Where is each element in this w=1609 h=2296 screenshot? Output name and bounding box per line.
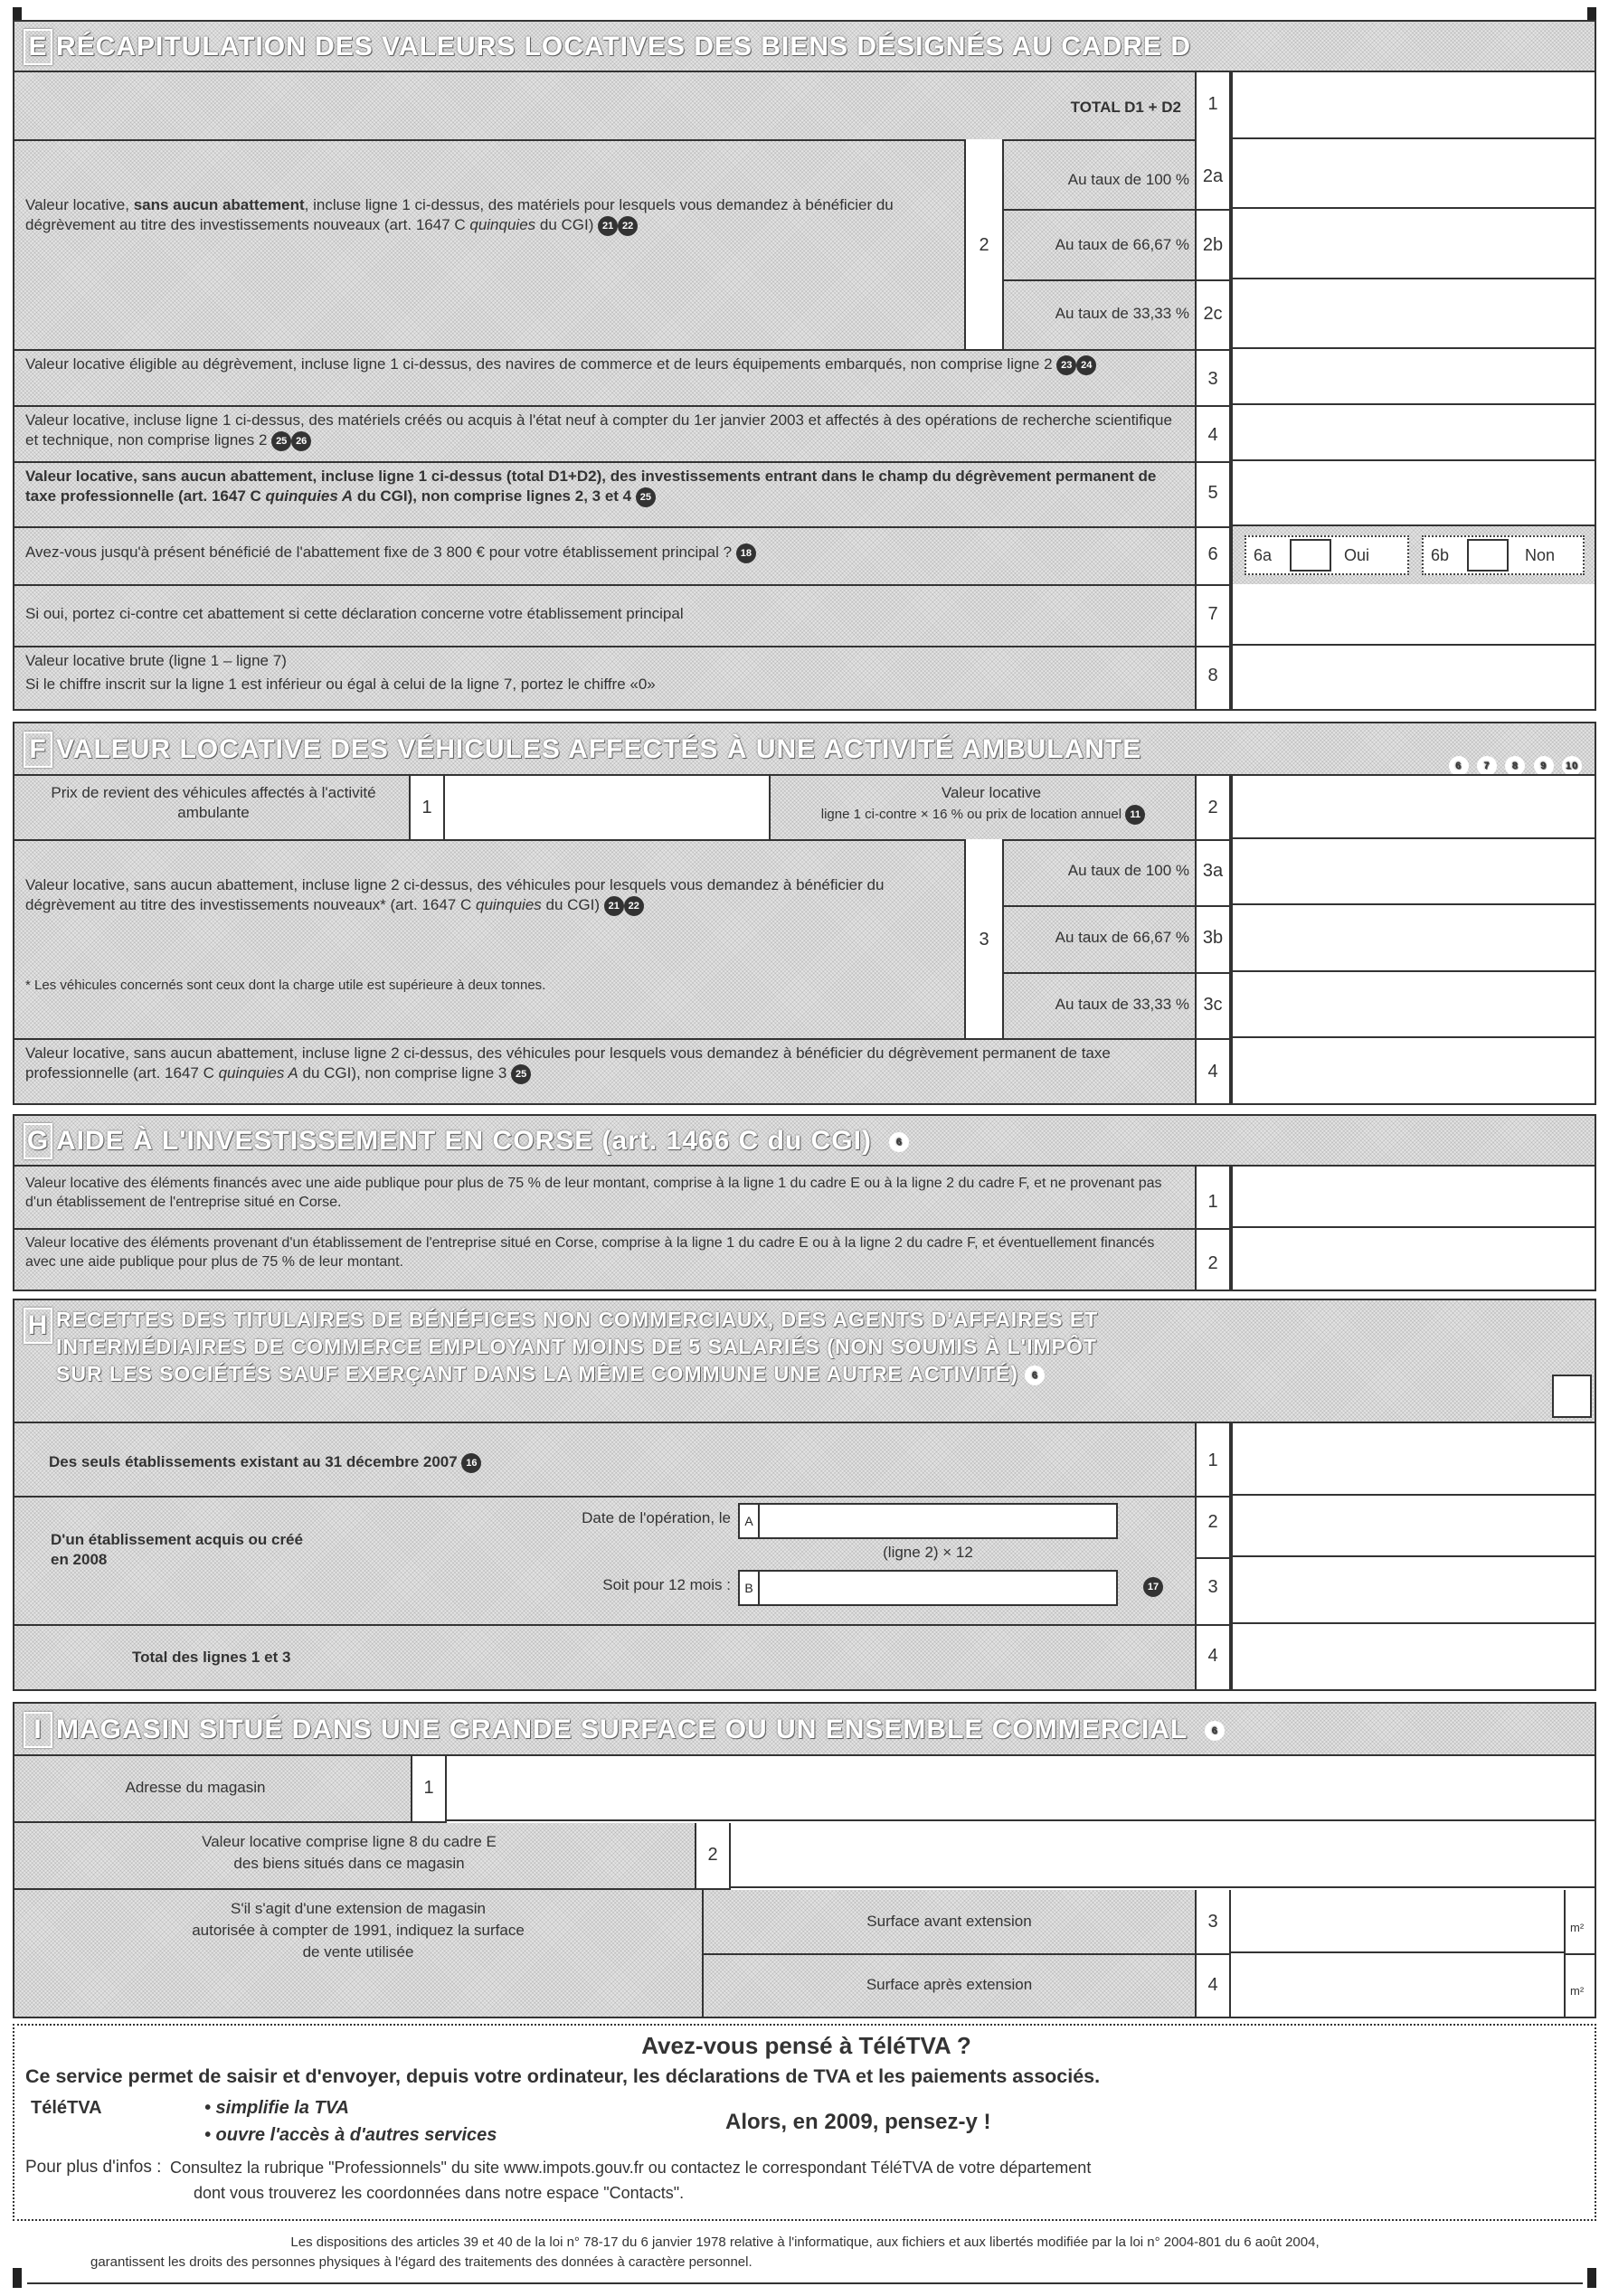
- g-row1-description: Valeur locative des éléments financés avec une aide publique pour plus de 75 % de leur montant, comprise à la ligne 1 du cadre E ou à la ligne 2 du cadre F, et ne provenant pas d'un établissement de l'entreprise situé en Corse.: [25, 1176, 1162, 1210]
- teletva-info-text-1: Consultez la rubrique "Professionnels" du site www.impots.gouv.fr ou contactez le correspondant TéléTVA de votre département: [170, 2159, 1092, 2177]
- option-6a-label: 6a: [1254, 546, 1273, 564]
- f-row4-description: Valeur locative, sans aucun abattement, incluse ligne 2 ci-dessus, des véhicules pour lesquels vous demandez à bénéficier du dégrèvement permanent de taxe professionnelle (art. 1647 C quinquies A du CGI), non comprise ligne 3 25: [25, 1044, 1192, 1084]
- row2-description: Valeur locative, sans aucun abattement, incluse ligne 1 ci-dessus, des matériels pour lesquels vous demandez à bénéficier du dégrèvement au titre des investissements nouveaux (art. 1647 C quinquies du CGI) 21 22: [25, 195, 948, 236]
- g-row1-input[interactable]: [1231, 1167, 1595, 1228]
- note-8-icon: 8: [1505, 756, 1525, 776]
- line-number-f3: 3: [979, 930, 989, 950]
- section-h-title-line-1: RECETTES DES TITULAIRES DE BÉNÉFICES NON COMMERCIAUX, DES AGENTS D'AFFAIRES ET: [56, 1308, 1099, 1331]
- note-24-icon: 24: [1076, 355, 1096, 375]
- note-22-icon: 22: [624, 896, 644, 916]
- line-number-h4: 4: [1207, 1646, 1218, 1666]
- option-non-label: Non: [1525, 546, 1556, 564]
- line-number-e4: 4: [1207, 425, 1218, 445]
- i-valeur-input[interactable]: [731, 1821, 1595, 1888]
- note-21-icon: 21: [598, 216, 618, 236]
- note-25-icon: 25: [511, 1064, 531, 1084]
- row8-description-1: Valeur locative brute (ligne 1 – ligne 7): [25, 652, 287, 669]
- rate-6667-input[interactable]: [1231, 209, 1595, 279]
- box-a-label: A: [740, 1505, 760, 1537]
- h-row1-input[interactable]: [1231, 1423, 1595, 1496]
- line-number-f2: 2: [1207, 798, 1218, 817]
- note-23-icon: 23: [1056, 355, 1076, 375]
- surface-avant-input[interactable]: [1231, 1890, 1566, 1953]
- row-divider: [704, 1953, 1195, 1955]
- note-21-icon: 21: [604, 896, 624, 916]
- unit-m2-apres: m²: [1570, 1984, 1585, 1998]
- teletva-box: [13, 2024, 1596, 2221]
- f-rate-6667-label: Au taux de 66,67 %: [1055, 929, 1189, 946]
- note-6-icon: 6: [1205, 1721, 1225, 1741]
- row-divider: [1566, 1953, 1595, 1955]
- option-6b-label: 6b: [1431, 546, 1450, 564]
- section-i-title: MAGASIN SITUÉ DANS UNE GRANDE SURFACE OU UN ENSEMBLE COMMERCIAL: [56, 1715, 1188, 1744]
- h-formula: (ligne 2) × 12: [883, 1544, 973, 1561]
- note-6-icon: 6: [889, 1132, 909, 1152]
- row-divider: [14, 139, 1195, 141]
- teletva-info-label: Pour plus d'infos :: [25, 2158, 162, 2177]
- surface-apres-label: Surface après extension: [866, 1976, 1033, 1993]
- rate-3333-label: Au taux de 33,33 %: [1055, 305, 1189, 322]
- total-d1-d2-label: TOTAL D1 + D2: [1070, 99, 1181, 116]
- row-divider: [14, 1624, 1231, 1626]
- soit-12-mois-label: Soit pour 12 mois :: [602, 1576, 731, 1593]
- valeur-locative-sub: ligne 1 ci-contre × 16 % ou prix de location annuel 11: [771, 805, 1196, 825]
- h-total-input[interactable]: [1231, 1624, 1595, 1689]
- f-rate-6667-input[interactable]: [1231, 905, 1595, 972]
- note-6-icon: 6: [1449, 756, 1469, 776]
- date-operation-label: Date de l'opération, le: [582, 1509, 731, 1526]
- h-acquired-label: D'un établissement acquis ou créé en 2008: [51, 1531, 303, 1568]
- legal-footer: [27, 2232, 1583, 2284]
- note-11-icon: 11: [1125, 805, 1145, 825]
- row8-input[interactable]: [1231, 646, 1595, 709]
- box-b-label: B: [740, 1572, 760, 1604]
- row3-input[interactable]: [1231, 349, 1595, 405]
- f-rate-100-input[interactable]: [1231, 839, 1595, 905]
- section-h-checkbox[interactable]: [1552, 1375, 1592, 1418]
- line-number-f1: 1: [421, 798, 432, 817]
- line-number-i3: 3: [1207, 1912, 1218, 1932]
- f-rate-100-label: Au taux de 100 %: [1067, 862, 1189, 879]
- row6-question: Avez-vous jusqu'à présent bénéficié de l'abattement fixe de 3 800 € pour votre établissement principal ? 18: [25, 543, 1183, 563]
- row5-input[interactable]: [1231, 461, 1595, 526]
- rate-100-label: Au taux de 100 %: [1067, 171, 1189, 188]
- note-9-icon: 9: [1534, 756, 1554, 776]
- section-i-title-bar: [14, 1704, 1595, 1756]
- option-6a-group: [1245, 535, 1409, 575]
- line-number-e2c: 2c: [1203, 304, 1223, 324]
- g-row2-input[interactable]: [1231, 1228, 1595, 1290]
- line-number-e3: 3: [1207, 369, 1218, 389]
- teletva-info-text-2: dont vous trouverez les coordonnées dans notre espace "Contacts".: [194, 2184, 685, 2202]
- note-6-icon: 6: [1025, 1365, 1045, 1385]
- corner-mark-bottom-right: [1587, 2268, 1596, 2288]
- total-d1-d2-input[interactable]: [1231, 72, 1595, 139]
- corner-mark-bottom-left: [13, 2268, 22, 2288]
- section-f-letter: F: [24, 732, 52, 768]
- rate-100-input[interactable]: [1231, 139, 1595, 209]
- section-h-letter: H: [24, 1308, 52, 1344]
- f-rate-3333-label: Au taux de 33,33 %: [1055, 996, 1189, 1013]
- row-divider: [1195, 1953, 1231, 1955]
- row-divider: [1195, 209, 1231, 211]
- teletva-service-text: Ce service permet de saisir et d'envoyer, depuis votre ordinateur, les déclarations de TVA et les paiements associés.: [25, 2065, 1101, 2087]
- note-22-icon: 22: [618, 216, 638, 236]
- teletva-cta: Alors, en 2009, pensez-y !: [725, 2110, 991, 2134]
- section-h-title-bar: [14, 1300, 1595, 1423]
- section-g-letter: G: [24, 1123, 52, 1159]
- unit-m2-avant: m²: [1570, 1921, 1585, 1934]
- option-6b-checkbox[interactable]: [1467, 539, 1509, 572]
- row4-input[interactable]: [1231, 405, 1595, 461]
- valeur-locative-input[interactable]: [1231, 776, 1595, 839]
- note-18-icon: 18: [736, 543, 756, 563]
- note-25-icon: 25: [636, 487, 656, 507]
- line-number-i1: 1: [423, 1778, 434, 1798]
- option-6a-checkbox[interactable]: [1290, 539, 1331, 572]
- section-g-title-bar: [14, 1116, 1595, 1167]
- row-divider: [14, 526, 1231, 528]
- section-f: [13, 722, 1596, 1105]
- section-h: [13, 1299, 1596, 1691]
- surface-apres-input[interactable]: [1231, 1953, 1566, 2017]
- line-number-h3: 3: [1207, 1577, 1218, 1597]
- g-row2-description: Valeur locative des éléments provenant d'un établissement de l'entreprise situé en Corse, comprise à la ligne 1 du cadre E ou à la ligne 2 du cadre F, et éventuellement financés avec une aide publique pour plus de 75 % de leur montant.: [25, 1235, 1155, 1270]
- line-number-f4: 4: [1207, 1062, 1218, 1082]
- f-row3-note: * Les véhicules concernés sont ceux dont la charge utile est supérieure à deux tonnes.: [25, 978, 546, 993]
- teletva-bullet-1: • simplifie la TVA: [204, 2098, 349, 2118]
- row-divider: [1004, 209, 1195, 211]
- row-divider: [14, 1228, 1231, 1230]
- teletva-label: TéléTVA: [31, 2098, 102, 2118]
- soit-12-mois-input[interactable]: [738, 1570, 1118, 1606]
- row4-description: Valeur locative, incluse ligne 1 ci-dessus, des matériels créés ou acquis à l'état neuf à compter du 1er janvier 2003 et affectés à des opérations de recherche scientifique et technique, non comprise lignes 2 25 26: [25, 411, 1174, 451]
- line-number-h2: 2: [1207, 1512, 1218, 1532]
- section-e: [13, 20, 1596, 711]
- f-rate-3333-input[interactable]: [1231, 972, 1595, 1038]
- row-divider: [14, 1496, 1231, 1498]
- f-row4-input[interactable]: [1231, 1038, 1595, 1103]
- row-divider: [14, 1038, 1231, 1040]
- row-divider: [14, 349, 1231, 351]
- line-number-f3c: 3c: [1203, 995, 1223, 1015]
- legal-footer-line-2: garantissent les droits des personnes physiques à l'égard des traitements des données à caractère personnel.: [90, 2254, 752, 2270]
- note-10-icon: 10: [1562, 756, 1582, 776]
- i-extension-label-2: autorisée à compter de 1991, indiquez la surface: [192, 1922, 525, 1939]
- line-number-i2: 2: [707, 1845, 718, 1865]
- f-row3-description: Valeur locative, sans aucun abattement, incluse ligne 2 ci-dessus, des véhicules pour lesquels vous demandez à bénéficier du dégrèvement au titre des investissements nouveaux* (art. 1647 C quinquies du CGI) 21 22: [25, 875, 957, 916]
- row5-description: Valeur locative, sans aucun abattement, incluse ligne 1 ci-dessus (total D1+D2), des investissements entrant dans le champ du dégrèvement permanent de taxe professionnelle (art. 1647 C quinquies A du CGI), non comprise lignes 2, 3 et 4 25: [25, 467, 1183, 507]
- h-row3-input[interactable]: [1231, 1557, 1595, 1624]
- line-number-e6: 6: [1207, 544, 1218, 564]
- line-number-e1: 1: [1207, 94, 1218, 114]
- adresse-input[interactable]: [447, 1756, 1595, 1821]
- line-number-e2: 2: [979, 235, 989, 255]
- section-f-title-bar: [14, 723, 1595, 776]
- i-extension-label-3: de vente utilisée: [302, 1943, 414, 1961]
- legal-footer-line-1: Les dispositions des articles 39 et 40 de la loi n° 78-17 du 6 janvier 1978 relative à l'informatique, aux fichiers et aux libertés modifiée par la loi n° 2004-801 du 6 août 2004,: [290, 2235, 1320, 2250]
- option-oui-label: Oui: [1344, 546, 1370, 564]
- line-number-f3b: 3b: [1202, 928, 1224, 948]
- i-valeur-label-2: des biens situés dans ce magasin: [233, 1855, 465, 1872]
- section-h-title-line-2: INTERMÉDIAIRES DE COMMERCE EMPLOYANT MOINS DE 5 SALARIÉS (NON SOUMIS À L'IMPÔT: [56, 1335, 1097, 1358]
- option-6b-group: [1422, 535, 1585, 575]
- section-f-note-icons: [1449, 739, 1582, 776]
- section-e-title: RÉCAPITULATION DES VALEURS LOCATIVES DES BIENS DÉSIGNÉS AU CADRE D: [56, 32, 1191, 61]
- rate-3333-input[interactable]: [1231, 279, 1595, 349]
- row-divider: [1195, 1557, 1231, 1559]
- teletva-bullet-2: • ouvre l'accès à d'autres services: [204, 2125, 497, 2145]
- section-h-title-line-3: SUR LES SOCIÉTÉS SAUF EXERÇANT DANS LA MÊME COMMUNE UNE AUTRE ACTIVITÉ) 6: [56, 1360, 1595, 1387]
- row3-description: Valeur locative éligible au dégrèvement, incluse ligne 1 ci-dessus, des navires de commerce et de leurs équipements embarqués, non comprise ligne 2 23 24: [25, 354, 1174, 375]
- line-number-e2b: 2b: [1202, 235, 1224, 255]
- section-g: [13, 1114, 1596, 1291]
- adresse-label: Adresse du magasin: [125, 1779, 266, 1796]
- section-e-letter: E: [24, 29, 52, 65]
- row-divider: [1195, 279, 1231, 281]
- row8-description-2: Si le chiffre inscrit sur la ligne 1 est inférieur ou égal à celui de la ligne 7, portez le chiffre «0»: [25, 676, 656, 693]
- section-g-title: AIDE À L'INVESTISSEMENT EN CORSE (art. 1466 C du CGI): [56, 1126, 872, 1156]
- row-divider: [14, 461, 1231, 463]
- section-e-title-bar: [14, 22, 1595, 72]
- line-number-g2: 2: [1207, 1253, 1218, 1273]
- row-divider: [14, 839, 1231, 841]
- surface-avant-label: Surface avant extension: [866, 1913, 1032, 1930]
- row-divider: [1004, 972, 1231, 974]
- h-total-label: Total des lignes 1 et 3: [132, 1649, 291, 1666]
- teletva-heading: Avez-vous pensé à TéléTVA ?: [641, 2032, 971, 2059]
- line-number-e2a: 2a: [1202, 166, 1224, 186]
- row7-input[interactable]: [1231, 584, 1595, 646]
- row-divider: [14, 646, 1231, 647]
- note-16-icon: 16: [461, 1453, 481, 1473]
- prix-revient-input[interactable]: [445, 776, 771, 839]
- line-number-i4: 4: [1207, 1975, 1218, 1995]
- i-valeur-label-1: Valeur locative comprise ligne 8 du cadre E: [202, 1833, 497, 1850]
- note-26-icon: 26: [291, 431, 311, 451]
- h-row2-input[interactable]: [1231, 1496, 1595, 1557]
- note-25-icon: 25: [271, 431, 291, 451]
- line-number-e7: 7: [1207, 604, 1218, 624]
- line-number-e5: 5: [1207, 483, 1218, 503]
- line-number-e8: 8: [1207, 666, 1218, 685]
- section-f-title: VALEUR LOCATIVE DES VÉHICULES AFFECTÉS À UNE ACTIVITÉ AMBULANTE: [56, 734, 1142, 764]
- prix-revient-label: Prix de revient des véhicules affectés à l'activité ambulante: [51, 784, 376, 821]
- rate-6667-label: Au taux de 66,67 %: [1055, 236, 1189, 253]
- h-row1-description: Des seuls établissements existant au 31 décembre 2007 16: [49, 1452, 863, 1473]
- section-i: [13, 1702, 1596, 2018]
- row-divider: [1004, 279, 1195, 281]
- line-number-h1: 1: [1207, 1450, 1218, 1470]
- line-number-g1: 1: [1207, 1192, 1218, 1212]
- row-divider: [1004, 905, 1231, 907]
- line-number-f3a: 3a: [1202, 861, 1224, 881]
- note-7-icon: 7: [1477, 756, 1497, 776]
- row-divider: [14, 405, 1231, 407]
- section-i-letter: I: [24, 1712, 52, 1748]
- i-extension-label-1: S'il s'agit d'une extension de magasin: [231, 1900, 486, 1917]
- date-operation-input[interactable]: [738, 1503, 1118, 1539]
- note-17-icon: 17: [1143, 1577, 1163, 1597]
- row7-description: Si oui, portez ci-contre cet abattement si cette déclaration concerne votre établissement principal: [25, 605, 684, 622]
- valeur-locative-label: Valeur locative: [941, 784, 1042, 801]
